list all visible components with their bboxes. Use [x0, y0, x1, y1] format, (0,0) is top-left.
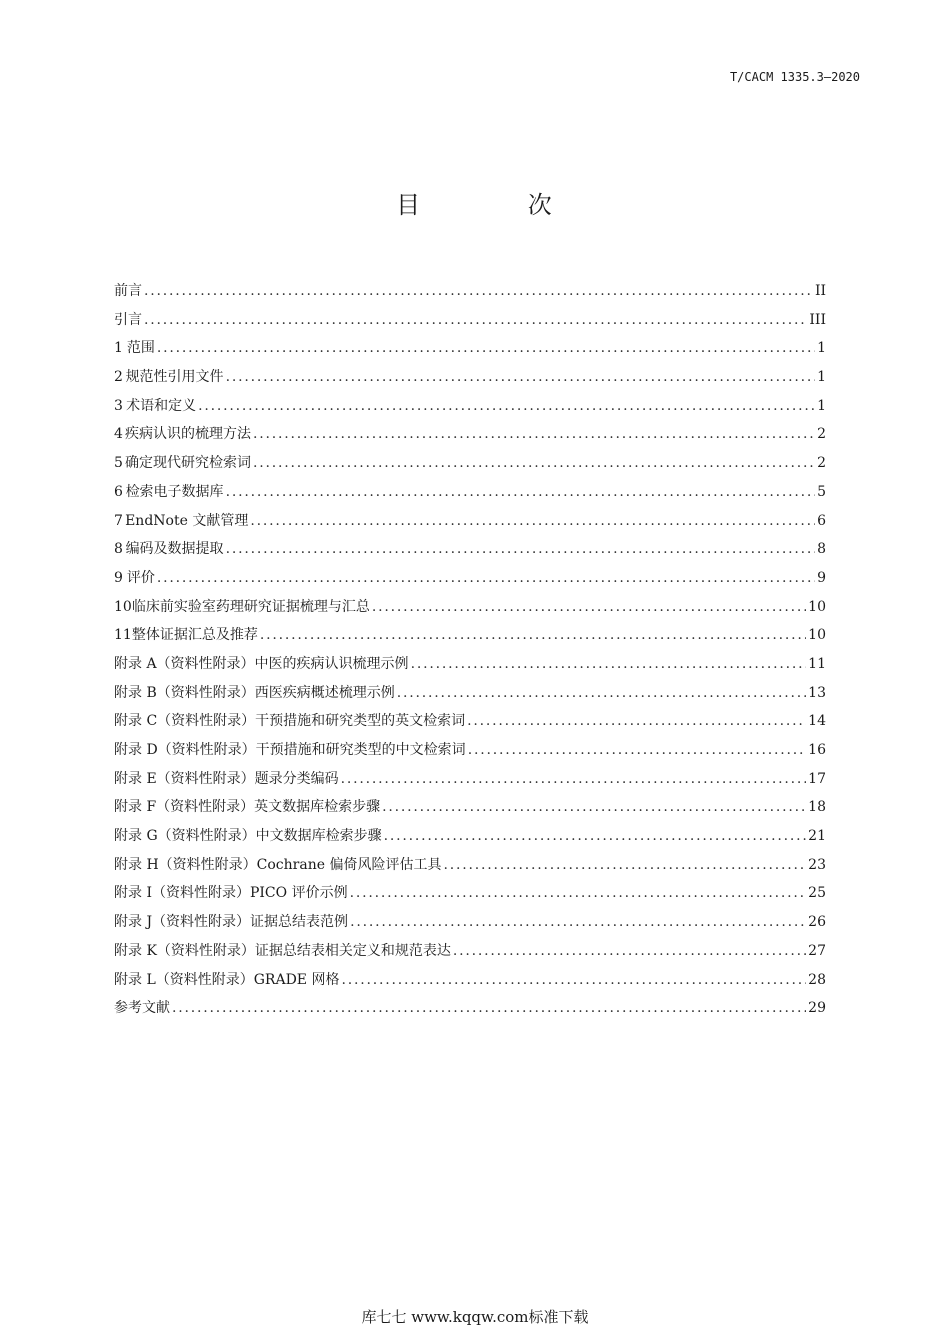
toc-dot-leader [198, 398, 815, 414]
toc-entry-page: 16 [808, 742, 826, 758]
toc-entry-page: 29 [808, 1000, 826, 1017]
toc-dot-leader [341, 972, 806, 988]
toc-entry-page: 5 [817, 483, 826, 500]
toc-entry[interactable] [114, 452, 826, 481]
toc-entry-page: 6 [817, 512, 826, 529]
toc-dot-leader [157, 570, 815, 586]
toc-entry-label: 附录 A（资料性附录）中医的疾病认识梳理示例 [114, 655, 409, 672]
toc-entry-label: 术语和定义 [126, 397, 197, 414]
document-code: T/CACM 1335.3—2020 [729, 70, 860, 84]
toc-entry-label: 前言 [114, 283, 142, 299]
toc-entry-label: 附录 F（资料性附录）英文数据库检索步骤 [114, 799, 381, 816]
toc-entry-label: 附录 E（资料性附录）题录分类编码 [114, 770, 339, 787]
toc-entry[interactable] [114, 538, 826, 567]
toc-dot-leader [157, 340, 815, 356]
toc-dot-leader [411, 656, 807, 672]
toc-entry[interactable] [114, 940, 826, 969]
toc-entry[interactable] [114, 395, 826, 424]
toc-dot-leader [144, 283, 813, 299]
toc-entry-number: 10 [114, 598, 132, 615]
toc-dot-leader [467, 713, 806, 729]
toc-entry[interactable] [114, 309, 826, 338]
toc-entry-page: 23 [808, 856, 826, 873]
toc-entry[interactable] [114, 366, 826, 395]
toc-entry[interactable] [114, 481, 826, 510]
toc-entry-label: 范围 [126, 340, 155, 357]
toc-entry-page: 9 [817, 569, 826, 586]
toc-dot-leader [172, 1000, 806, 1016]
toc-entry[interactable] [114, 510, 826, 539]
toc-entry-label: EndNote 文献管理 [125, 512, 249, 529]
toc-entry-page: 13 [808, 684, 826, 701]
toc-entry[interactable] [114, 997, 826, 1026]
toc-entry-number: 2 [114, 369, 123, 386]
toc-entry[interactable] [114, 567, 826, 596]
toc-entry-label: 附录 L（资料性附录）GRADE 网格 [114, 971, 340, 988]
page-title: 目 次 [396, 191, 602, 219]
toc-dot-leader [453, 943, 806, 959]
toc-entry-number: 5 [114, 455, 123, 472]
toc-entry-page: 1 [817, 369, 826, 386]
toc-entry-number: 6 [114, 483, 123, 500]
toc-entry-number: 4 [114, 426, 123, 443]
toc-entry-label: 附录 C（资料性附录）干预措施和研究类型的英文检索词 [114, 713, 466, 730]
toc-entry[interactable] [114, 624, 826, 653]
toc-entry-page: 11 [808, 655, 826, 672]
toc-entry-page: 14 [808, 713, 826, 730]
toc-dot-leader [226, 369, 816, 385]
toc-dot-leader [397, 685, 806, 701]
toc-dot-leader [250, 513, 815, 529]
toc-entry-page: 10 [808, 627, 826, 644]
toc-entry-page: 28 [808, 971, 826, 988]
toc-entry-label: 参考文献 [114, 1000, 170, 1017]
toc-dot-leader [372, 599, 806, 615]
toc-entry-number: 1 [114, 340, 123, 357]
toc-entry-label: 规范性引用文件 [125, 369, 224, 386]
toc-entry[interactable] [114, 739, 826, 768]
toc-entry-label: 整体证据汇总及推荐 [131, 627, 258, 644]
toc-entry[interactable] [114, 911, 826, 940]
toc-entry-label: 附录 H（资料性附录）Cochrane 偏倚风险评估工具 [114, 856, 442, 873]
toc-entry-page: 2 [817, 426, 826, 443]
toc-dot-leader [144, 312, 807, 328]
toc-entry-number: 11 [114, 627, 132, 644]
toc-entry-page: 2 [817, 455, 826, 472]
toc-entry[interactable] [114, 596, 826, 625]
toc-dot-leader [468, 742, 806, 758]
toc-dot-leader [226, 541, 816, 557]
toc-entry[interactable] [114, 337, 826, 366]
toc-dot-leader [226, 484, 816, 500]
toc-entry[interactable] [114, 280, 826, 309]
toc-entry[interactable] [114, 854, 826, 883]
toc-entry[interactable] [114, 796, 826, 825]
toc-entry-number: 9 [114, 569, 123, 586]
toc-dot-leader [341, 771, 807, 787]
footer-watermark: 库七七 www.kqqw.com标准下载 [361, 1308, 589, 1326]
toc-dot-leader [384, 828, 807, 844]
toc-entry[interactable] [114, 882, 826, 911]
toc-entry-label: 附录 I（资料性附录）PICO 评价示例 [114, 885, 348, 902]
toc-entry[interactable] [114, 825, 826, 854]
toc-entry-page: III [809, 311, 826, 328]
toc-entry[interactable] [114, 423, 826, 452]
toc-entry-label: 编码及数据提取 [125, 541, 224, 558]
toc-entry-page: 17 [808, 770, 826, 787]
toc-entry-label: 附录 G（资料性附录）中文数据库检索步骤 [114, 828, 382, 845]
toc-dot-leader [443, 857, 806, 873]
toc-entry-label: 检索电子数据库 [125, 483, 224, 500]
toc-entry-number: 8 [114, 541, 123, 558]
toc-entry-page: 21 [808, 828, 826, 845]
toc-entry[interactable] [114, 768, 826, 797]
toc-entry-number: 3 [114, 397, 123, 414]
toc-dot-leader [253, 455, 815, 471]
toc-entry-page: 25 [808, 885, 826, 902]
toc-entry-page: II [814, 283, 826, 299]
toc-entry-page: 18 [808, 799, 826, 816]
toc-entry-label: 附录 J（资料性附录）证据总结表范例 [114, 914, 349, 931]
toc-entry[interactable] [114, 710, 826, 739]
toc-dot-leader [253, 426, 815, 442]
toc-entry-label: 引言 [114, 311, 142, 328]
toc-dot-leader [350, 914, 806, 930]
toc-entry-label: 附录 B（资料性附录）西医疾病概述梳理示例 [114, 684, 395, 701]
toc-entry-page: 27 [808, 942, 826, 959]
toc-entry-label: 确定现代研究检索词 [125, 455, 252, 472]
toc-entry-label: 附录 D（资料性附录）干预措施和研究类型的中文检索词 [114, 742, 466, 758]
toc-entry-number: 7 [114, 512, 123, 529]
toc-dot-leader [382, 799, 806, 815]
toc-entry[interactable] [114, 682, 826, 711]
toc-entry-label: 评价 [126, 569, 155, 586]
toc-entry-page: 1 [817, 397, 826, 414]
toc-dot-leader [350, 885, 807, 901]
toc-entry-page: 10 [808, 598, 826, 615]
toc-entry-label: 附录 K（资料性附录）证据总结表相关定义和规范表达 [114, 942, 451, 959]
toc-entry-page: 1 [817, 340, 826, 357]
toc-entry-page: 26 [808, 914, 826, 931]
toc-entry[interactable] [114, 653, 826, 682]
toc-entry-page: 8 [817, 541, 826, 558]
table-of-contents [114, 280, 826, 1026]
toc-entry-label: 临床前实验室药理研究证据梳理与汇总 [131, 598, 370, 615]
toc-dot-leader [260, 627, 806, 643]
toc-entry[interactable] [114, 969, 826, 998]
toc-entry-label: 疾病认识的梳理方法 [125, 426, 252, 443]
